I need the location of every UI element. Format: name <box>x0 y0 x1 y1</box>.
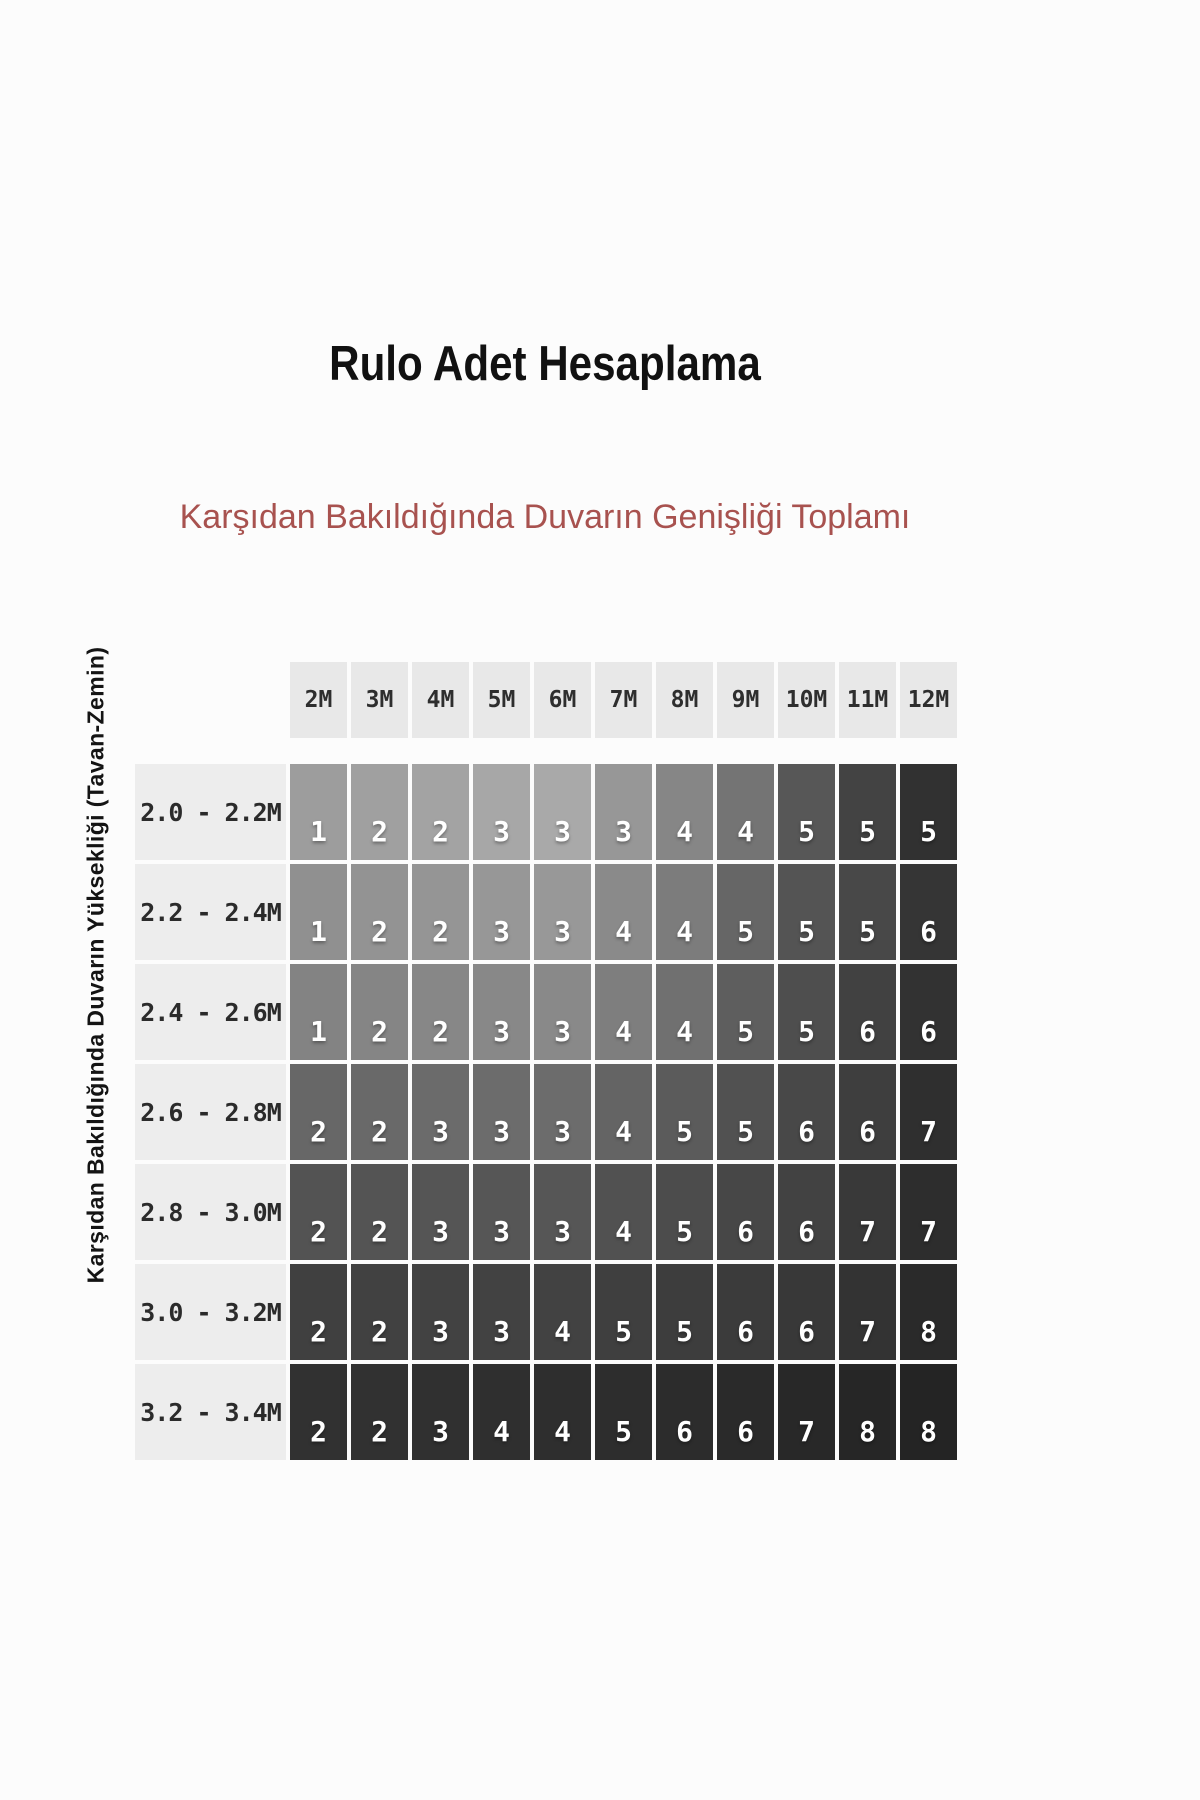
column-header-3m: 3M <box>351 662 408 738</box>
value-cell-r5-c9: 7 <box>839 1264 896 1360</box>
value-cell-r1-c3: 3 <box>473 864 530 960</box>
column-header-7m: 7M <box>595 662 652 738</box>
value-cell-r3-c9: 6 <box>839 1064 896 1160</box>
x-axis-title: Karşıdan Bakıldığında Duvarın Genişliği Toplamı <box>179 498 911 536</box>
value-cell-r2-c3: 3 <box>473 964 530 1060</box>
value-cell-r2-c1: 2 <box>351 964 408 1060</box>
table-corner-cell <box>135 662 286 760</box>
value-cell-r6-c0: 2 <box>290 1364 347 1460</box>
value-cell-r6-c3: 4 <box>473 1364 530 1460</box>
value-cell-r4-c0: 2 <box>290 1164 347 1260</box>
value-cell-r0-c1: 2 <box>351 764 408 860</box>
value-cell-r2-c7: 5 <box>717 964 774 1060</box>
y-axis-title: Karşıdan Bakıldığında Duvarın Yüksekliği (Tavan-Zemin) <box>82 646 109 1284</box>
value-cell-r6-c5: 5 <box>595 1364 652 1460</box>
value-cell-r0-c6: 4 <box>656 764 713 860</box>
row-label-5: 3.0 - 3.2M <box>135 1264 286 1360</box>
value-cell-r4-c9: 7 <box>839 1164 896 1260</box>
value-cell-r1-c9: 5 <box>839 864 896 960</box>
value-cell-r4-c3: 3 <box>473 1164 530 1260</box>
value-cell-r1-c2: 2 <box>412 864 469 960</box>
column-header-10m: 10M <box>778 662 835 738</box>
value-cell-r5-c0: 2 <box>290 1264 347 1360</box>
value-cell-r6-c9: 8 <box>839 1364 896 1460</box>
value-cell-r4-c2: 3 <box>412 1164 469 1260</box>
value-cell-r6-c4: 4 <box>534 1364 591 1460</box>
value-cell-r1-c10: 6 <box>900 864 957 960</box>
value-cell-r5-c6: 5 <box>656 1264 713 1360</box>
value-cell-r3-c3: 3 <box>473 1064 530 1160</box>
value-cell-r6-c8: 7 <box>778 1364 835 1460</box>
subtitle-container <box>0 498 1090 537</box>
value-cell-r2-c0: 1 <box>290 964 347 1060</box>
value-cell-r0-c4: 3 <box>534 764 591 860</box>
value-cell-r1-c5: 4 <box>595 864 652 960</box>
value-cell-r0-c9: 5 <box>839 764 896 860</box>
value-cell-r3-c1: 2 <box>351 1064 408 1160</box>
value-cell-r4-c8: 6 <box>778 1164 835 1260</box>
column-header-5m: 5M <box>473 662 530 738</box>
column-header-12m: 12M <box>900 662 957 738</box>
value-cell-r1-c6: 4 <box>656 864 713 960</box>
value-cell-r6-c10: 8 <box>900 1364 957 1460</box>
row-label-4: 2.8 - 3.0M <box>135 1164 286 1260</box>
column-header-11m: 11M <box>839 662 896 738</box>
value-cell-r5-c8: 6 <box>778 1264 835 1360</box>
column-header-6m: 6M <box>534 662 591 738</box>
column-header-2m: 2M <box>290 662 347 738</box>
row-label-0: 2.0 - 2.2M <box>135 764 286 860</box>
page-title: Rulo Adet Hesaplama <box>329 337 761 391</box>
value-cell-r5-c1: 2 <box>351 1264 408 1360</box>
column-header-4m: 4M <box>412 662 469 738</box>
value-cell-r5-c10: 8 <box>900 1264 957 1360</box>
value-cell-r5-c4: 4 <box>534 1264 591 1360</box>
value-cell-r3-c7: 5 <box>717 1064 774 1160</box>
value-cell-r3-c2: 3 <box>412 1064 469 1160</box>
value-cell-r4-c10: 7 <box>900 1164 957 1260</box>
value-cell-r2-c6: 4 <box>656 964 713 1060</box>
value-cell-r6-c1: 2 <box>351 1364 408 1460</box>
column-header-8m: 8M <box>656 662 713 738</box>
value-cell-r4-c7: 6 <box>717 1164 774 1260</box>
row-label-2: 2.4 - 2.6M <box>135 964 286 1060</box>
value-cell-r1-c1: 2 <box>351 864 408 960</box>
value-cell-r3-c10: 7 <box>900 1064 957 1160</box>
row-label-3: 2.6 - 2.8M <box>135 1064 286 1160</box>
value-cell-r3-c8: 6 <box>778 1064 835 1160</box>
value-cell-r0-c8: 5 <box>778 764 835 860</box>
value-cell-r1-c4: 3 <box>534 864 591 960</box>
value-cell-r5-c5: 5 <box>595 1264 652 1360</box>
value-cell-r6-c2: 3 <box>412 1364 469 1460</box>
value-cell-r4-c4: 3 <box>534 1164 591 1260</box>
value-cell-r1-c8: 5 <box>778 864 835 960</box>
value-cell-r2-c4: 3 <box>534 964 591 1060</box>
value-cell-r4-c5: 4 <box>595 1164 652 1260</box>
value-cell-r5-c7: 6 <box>717 1264 774 1360</box>
value-cell-r4-c1: 2 <box>351 1164 408 1260</box>
value-cell-r2-c9: 6 <box>839 964 896 1060</box>
value-cell-r3-c5: 4 <box>595 1064 652 1160</box>
value-cell-r2-c2: 2 <box>412 964 469 1060</box>
value-cell-r2-c8: 5 <box>778 964 835 1060</box>
value-cell-r5-c2: 3 <box>412 1264 469 1360</box>
value-cell-r2-c5: 4 <box>595 964 652 1060</box>
title-container <box>0 336 1090 392</box>
value-cell-r1-c0: 1 <box>290 864 347 960</box>
row-label-1: 2.2 - 2.4M <box>135 864 286 960</box>
value-cell-r6-c6: 6 <box>656 1364 713 1460</box>
value-cell-r6-c7: 6 <box>717 1364 774 1460</box>
value-cell-r2-c10: 6 <box>900 964 957 1060</box>
value-cell-r0-c5: 3 <box>595 764 652 860</box>
value-cell-r0-c3: 3 <box>473 764 530 860</box>
value-cell-r0-c2: 2 <box>412 764 469 860</box>
value-cell-r0-c0: 1 <box>290 764 347 860</box>
value-cell-r3-c4: 3 <box>534 1064 591 1160</box>
column-header-9m: 9M <box>717 662 774 738</box>
value-cell-r3-c6: 5 <box>656 1064 713 1160</box>
value-cell-r4-c6: 5 <box>656 1164 713 1260</box>
value-cell-r3-c0: 2 <box>290 1064 347 1160</box>
roll-quantity-table <box>135 662 957 1460</box>
row-label-6: 3.2 - 3.4M <box>135 1364 286 1460</box>
value-cell-r0-c7: 4 <box>717 764 774 860</box>
value-cell-r0-c10: 5 <box>900 764 957 860</box>
value-cell-r1-c7: 5 <box>717 864 774 960</box>
value-cell-r5-c3: 3 <box>473 1264 530 1360</box>
